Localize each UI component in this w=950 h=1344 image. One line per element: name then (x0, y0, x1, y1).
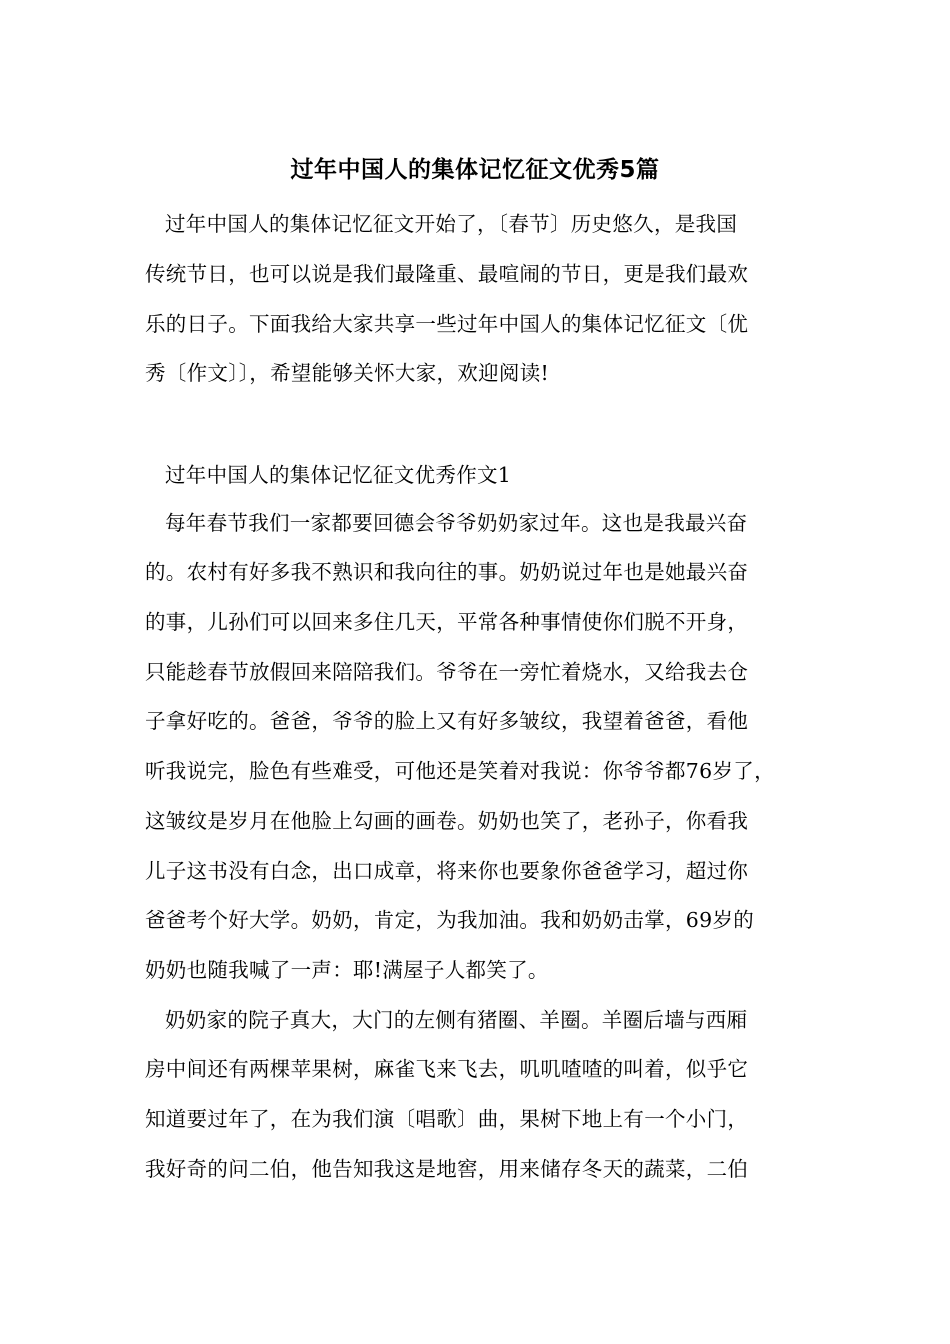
paragraph-line: 的事，儿孙们可以回来多住几天，平常各种事情使你们脱不开身， (145, 610, 749, 634)
paragraph-line: 儿子这书没有白念，出口成章，将来你也要象你爸爸学习，超过你 (145, 859, 749, 883)
intro-line: 秀〔作文〕〕，希望能够关怀大家，欢迎阅读! (145, 361, 550, 385)
paragraph-line: 的。农村有好多我不熟识和我向往的事。奶奶说过年也是她最兴奋 (145, 560, 749, 584)
paragraph-line: 这皱纹是岁月在他脸上勾画的画卷。奶奶也笑了，老孙子，你看我 (145, 809, 749, 833)
paragraph-line: 每年春节我们一家都要回德会爷爷奶奶家过年。这也是我最兴奋 (165, 511, 748, 535)
intro-line: 乐的日子。下面我给大家共享一些过年中国人的集体记忆征文〔优 (145, 312, 749, 336)
intro-line: 传统节日，也可以说是我们最隆重、最喧闹的节日，更是我们最欢 (145, 262, 749, 286)
paragraph-line: 奶奶也随我喊了一声：耶!满屋子人都笑了。 (145, 958, 549, 982)
section-heading: 过年中国人的集体记忆征文优秀作文1 (165, 463, 512, 487)
paragraph-line: 只能趁春节放假回来陪陪我们。爷爷在一旁忙着烧水，又给我去仓 (145, 660, 749, 684)
intro-line: 过年中国人的集体记忆征文开始了，〔春节〕历史悠久，是我国 (165, 212, 738, 236)
paragraph-line: 奶奶家的院子真大，大门的左侧有猪圈、羊圈。羊圈后墙与西厢 (165, 1008, 748, 1032)
paragraph-line: 知道要过年了，在为我们演〔唱歌〕曲，果树下地上有一个小门， (145, 1107, 749, 1131)
paragraph-line: 爸爸考个好大学。奶奶，肯定，为我加油。我和奶奶击掌，69岁的 (145, 908, 755, 932)
paragraph-line: 听我说完，脸色有些难受，可他还是笑着对我说：你爷爷都76岁了， (145, 759, 775, 783)
paragraph-line: 房中间还有两棵苹果树，麻雀飞来飞去，叽叽喳喳的叫着，似乎它 (145, 1057, 749, 1081)
paragraph-line: 子拿好吃的。爸爸，爷爷的脸上又有好多皱纹，我望着爸爸，看他 (145, 709, 749, 733)
paragraph-line: 我好奇的问二伯，他告知我这是地窖，用来储存冬天的蔬菜，二伯 (145, 1157, 749, 1181)
document-title: 过年中国人的集体记忆征文优秀5篇 (290, 157, 660, 183)
